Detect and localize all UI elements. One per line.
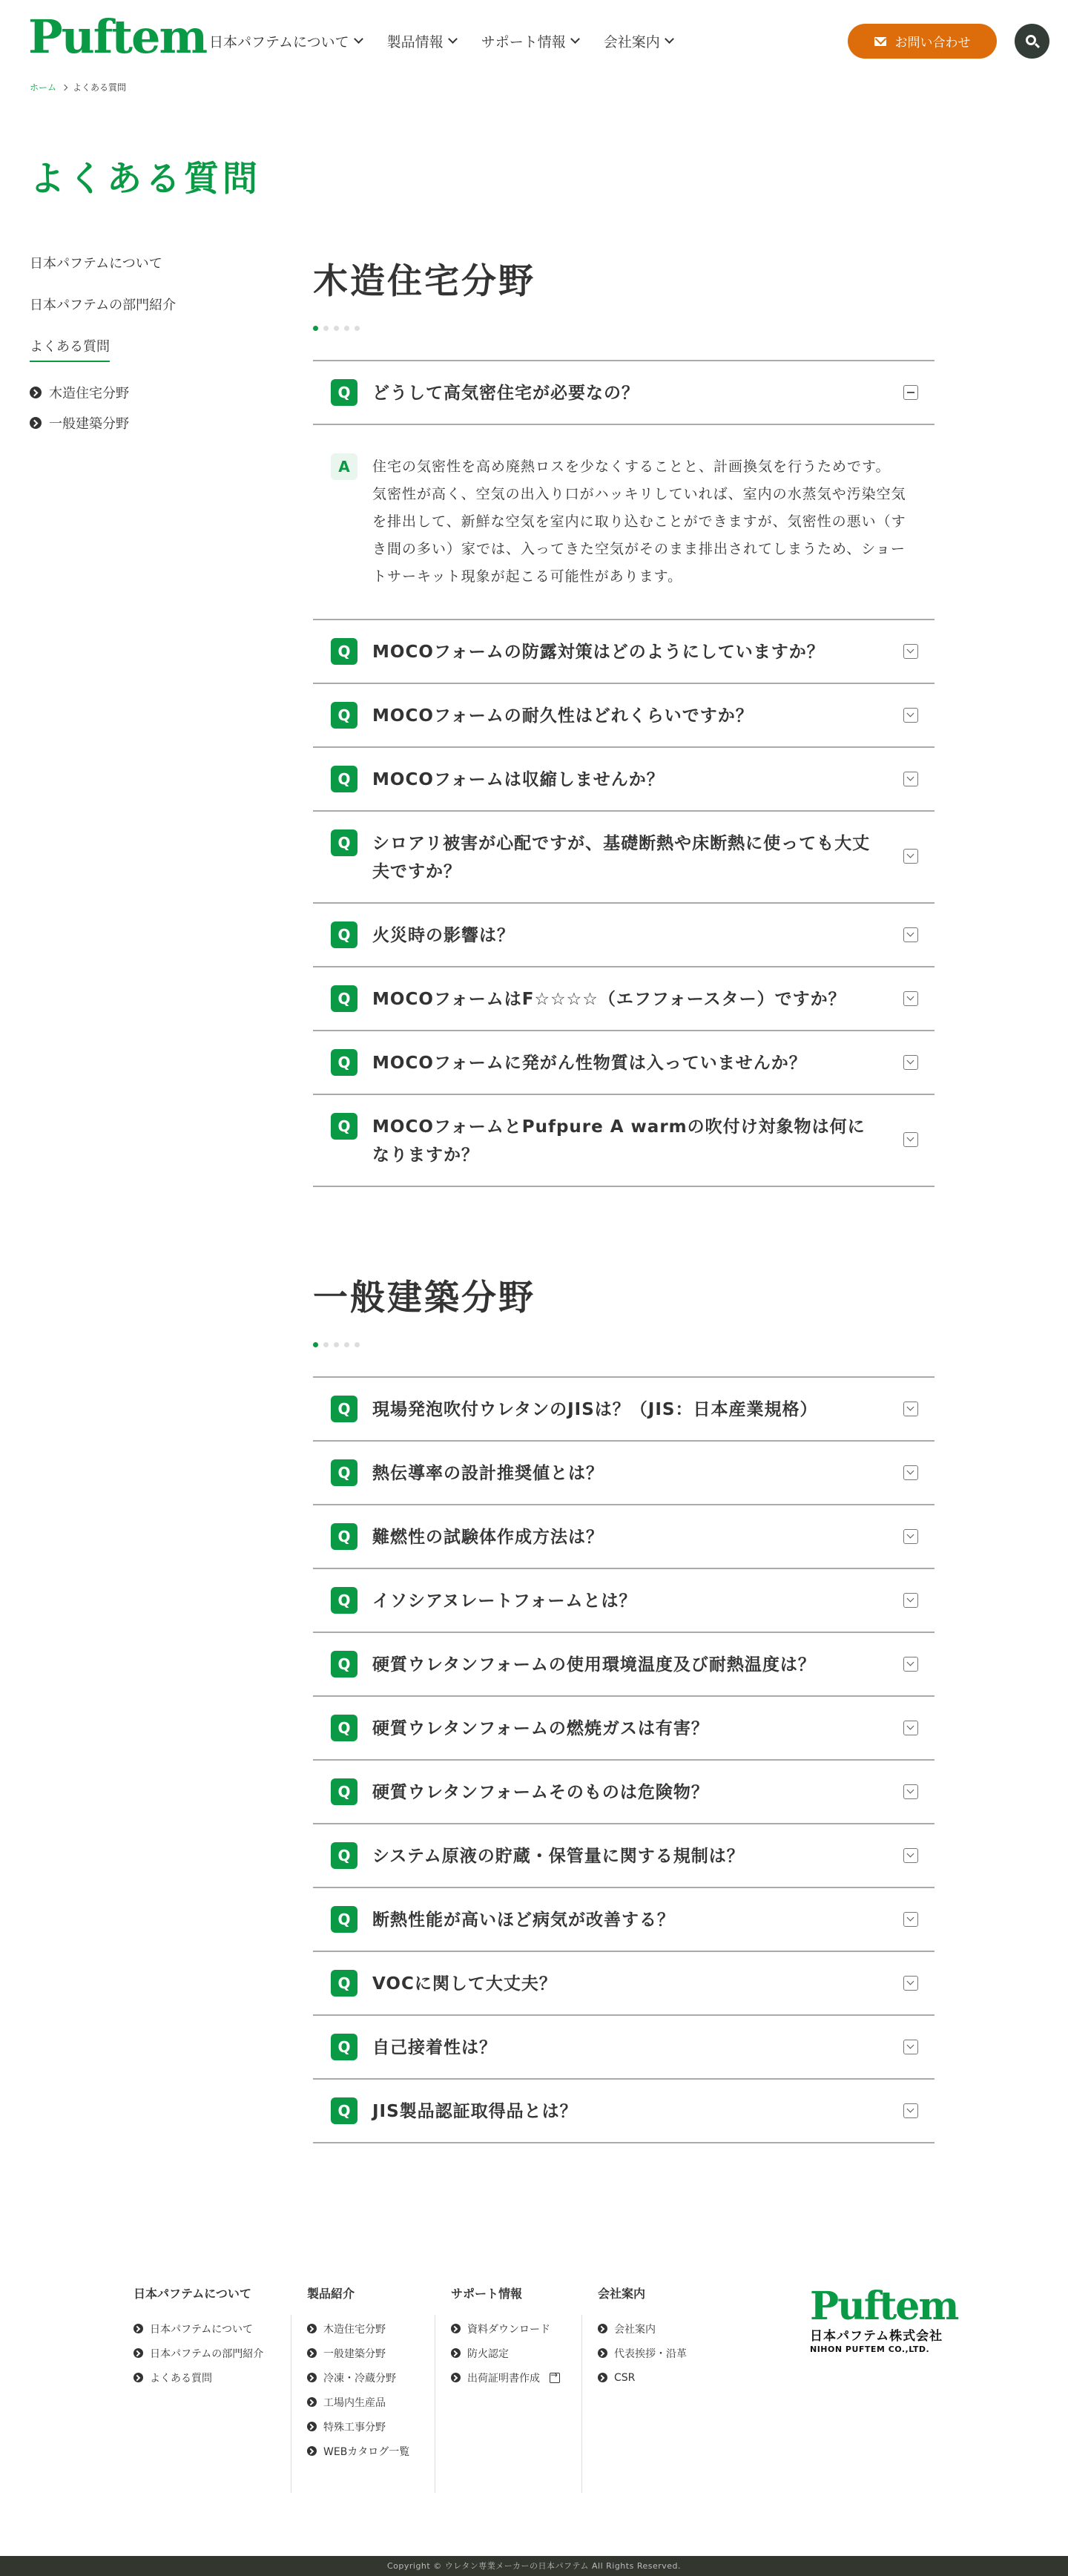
nav-label: サポート情報 <box>481 33 566 50</box>
footer-link[interactable] <box>451 2316 560 2341</box>
question-text: 断熱性能が高いほど病気が改善する？ <box>372 1910 675 1930</box>
faq-item[interactable] <box>313 1888 934 1952</box>
q-badge: Q <box>331 1906 357 1933</box>
faq-list-general-building <box>313 1376 934 2143</box>
q-badge: Q <box>331 1715 357 1741</box>
section-dots <box>313 326 360 331</box>
faq-item[interactable] <box>313 1633 934 1697</box>
footer-link-label: 日本パフテムの部門紹介 <box>150 2347 264 2360</box>
question-text: MOCOフォームの防露対策はどのようにしていますか？ <box>372 643 825 662</box>
footer-link-label: 会社案内 <box>614 2323 656 2336</box>
arrow-circle-icon <box>307 2422 317 2431</box>
q-badge: Q <box>331 379 357 406</box>
dot <box>344 1342 349 1347</box>
question-text: MOCOフォームの耐久性はどれくらいですか？ <box>372 706 754 726</box>
faq-item[interactable] <box>313 620 934 684</box>
footer-link-label: CSR <box>614 2371 636 2384</box>
q-badge: Q <box>331 2097 357 2124</box>
footer-link[interactable] <box>307 2414 409 2439</box>
arrow-circle-icon <box>30 387 42 398</box>
footer-logo-jp: 日本パフテム株式会社 <box>810 2329 943 2344</box>
section-dots <box>313 1342 360 1347</box>
chevron-down-icon[interactable] <box>903 1529 918 1544</box>
faq-question[interactable] <box>313 967 934 1030</box>
chevron-down-icon[interactable] <box>903 1593 918 1608</box>
question-text: 現場発泡吹付ウレタンのJISは？（JIS：日本産業規格） <box>372 1400 818 1419</box>
arrow-circle-icon <box>307 2446 317 2456</box>
faq-item[interactable] <box>313 812 934 904</box>
faq-item[interactable] <box>313 1569 934 1633</box>
nav-label: 会社案内 <box>603 33 660 50</box>
footer-link-label: 工場内生産品 <box>323 2396 386 2409</box>
arrow-circle-icon <box>598 2348 607 2358</box>
nav-label: 日本パフテムについて <box>209 33 349 50</box>
faq-item[interactable] <box>313 1095 934 1187</box>
q-badge: Q <box>331 2034 357 2060</box>
footer-link[interactable] <box>134 2365 263 2390</box>
q-badge: Q <box>331 829 357 856</box>
dot <box>334 1342 339 1347</box>
question-text: MOCOフォームはF☆☆☆☆（エフフォースター）ですか？ <box>372 990 846 1009</box>
arrow-circle-icon <box>307 2397 317 2407</box>
dot <box>355 1342 360 1347</box>
question-text: どうして高気密住宅が必要なの？ <box>372 384 639 403</box>
faq-item[interactable] <box>313 1952 934 2016</box>
sidebar-item-about[interactable] <box>30 252 252 294</box>
faq-question[interactable] <box>313 1095 934 1186</box>
nav-products[interactable] <box>387 30 456 52</box>
q-badge: Q <box>331 1778 357 1805</box>
breadcrumb <box>30 81 126 93</box>
chevron-down-icon <box>448 34 458 44</box>
footer-link-label: 代表挨拶・沿革 <box>614 2347 687 2360</box>
q-badge: Q <box>331 985 357 1012</box>
q-badge: Q <box>331 1396 357 1422</box>
sidebar-sub-wooden-housing[interactable] <box>30 377 252 407</box>
faq-question[interactable] <box>313 361 934 424</box>
q-badge: Q <box>331 1113 357 1140</box>
answer-text <box>372 453 914 591</box>
chevron-down-icon[interactable] <box>903 1132 918 1147</box>
footer-link[interactable] <box>134 2316 263 2341</box>
footer-col-title: 日本パフテムについて <box>134 2287 251 2301</box>
chevron-down-icon[interactable] <box>903 849 918 864</box>
breadcrumb-current: よくある質問 <box>73 82 127 93</box>
arrow-circle-icon <box>307 2324 317 2333</box>
faq-question[interactable] <box>313 2016 934 2078</box>
footer-col-products <box>307 2285 409 2463</box>
site-footer <box>0 2285 1068 2552</box>
chevron-down-icon[interactable] <box>903 1402 918 1416</box>
arrow-circle-icon <box>134 2324 143 2333</box>
sidebar-sub-general-building[interactable] <box>30 407 252 438</box>
footer-link[interactable] <box>598 2341 687 2365</box>
faq-question[interactable] <box>313 2080 934 2142</box>
footer-link-label: 防火認定 <box>467 2347 509 2360</box>
nav-company[interactable] <box>604 30 673 52</box>
faq-question[interactable] <box>313 684 934 746</box>
faq-item[interactable] <box>313 904 934 967</box>
sidebar-sub-label: 一般建築分野 <box>49 415 129 432</box>
q-badge: Q <box>331 1523 357 1550</box>
faq-item[interactable] <box>313 1505 934 1569</box>
chevron-down-icon[interactable] <box>903 2040 918 2054</box>
question-text: イソシアヌレートフォームとは？ <box>372 1591 637 1611</box>
arrow-circle-icon <box>598 2324 607 2333</box>
sidebar-item-label: よくある質問 <box>30 339 110 362</box>
mail-icon <box>874 37 886 46</box>
nav-about[interactable] <box>209 30 362 52</box>
dot <box>334 326 339 331</box>
chevron-down-icon[interactable] <box>903 1465 918 1480</box>
chevron-down-icon[interactable] <box>903 708 918 723</box>
page-title: よくある質問 <box>30 159 261 200</box>
search-button[interactable] <box>1015 24 1049 59</box>
chevron-down-icon[interactable] <box>903 1848 918 1863</box>
footer-link[interactable] <box>451 2365 560 2390</box>
question-text: 熱伝導率の設計推奨値とは？ <box>372 1464 604 1483</box>
dot <box>344 326 349 331</box>
sidebar-item-label: 日本パフテムの部門紹介 <box>30 298 177 313</box>
faq-item[interactable] <box>313 1378 934 1442</box>
faq-answer <box>313 424 934 619</box>
footer-logo-mark: Puftem <box>810 2284 958 2329</box>
dot <box>323 326 329 331</box>
chevron-down-icon[interactable] <box>903 2103 918 2118</box>
faq-item[interactable] <box>313 1761 934 1824</box>
arrow-circle-icon <box>451 2324 461 2333</box>
sidebar-item-label: 日本パフテムについて <box>30 256 162 272</box>
faq-question[interactable] <box>313 812 934 902</box>
faq-question[interactable] <box>313 1031 934 1094</box>
footer-col-title: 会社案内 <box>598 2287 646 2301</box>
question-text: 硬質ウレタンフォームの燃焼ガスは有害？ <box>372 1719 709 1738</box>
faq-list-wooden-housing <box>313 360 934 1187</box>
faq-question[interactable] <box>313 1569 934 1632</box>
collapse-icon[interactable] <box>903 385 918 400</box>
faq-question[interactable] <box>313 1888 934 1951</box>
footer-logo[interactable] <box>810 2285 957 2355</box>
q-badge: Q <box>331 638 357 665</box>
question-text: MOCOフォームは収縮しませんか？ <box>372 770 665 789</box>
chevron-down-icon[interactable] <box>903 927 918 942</box>
chevron-down-icon[interactable] <box>903 1721 918 1735</box>
external-link-icon <box>550 2373 560 2383</box>
arrow-circle-icon <box>30 417 42 429</box>
faq-item[interactable] <box>313 748 934 812</box>
faq-question[interactable] <box>313 1505 934 1568</box>
footer-col-about <box>134 2285 263 2390</box>
footer-link-label: 日本パフテムについて <box>150 2323 254 2336</box>
footer-col-title: 製品紹介 <box>307 2287 355 2301</box>
faq-item[interactable] <box>313 1031 934 1095</box>
faq-question[interactable] <box>313 1442 934 1504</box>
q-badge: Q <box>331 1970 357 1997</box>
dot <box>313 1342 318 1347</box>
footer-link-label: 特殊工事分野 <box>323 2421 386 2434</box>
arrow-circle-icon <box>598 2373 607 2382</box>
q-badge: Q <box>331 766 357 792</box>
sidebar-item-faq[interactable] <box>30 335 252 377</box>
question-text: 難燃性の試験体作成方法は？ <box>372 1528 604 1547</box>
site-header <box>0 0 1068 82</box>
sidebar-item-departments[interactable] <box>30 294 252 335</box>
faq-question[interactable] <box>313 620 934 683</box>
copyright: Copyright © ウレタン専業メーカーの日本パフテム All Rights Reserved. <box>0 2556 1068 2576</box>
question-text: シロアリ被害が心配ですが、基礎断熱や床断熱に使っても大丈夫ですか？ <box>372 834 871 881</box>
chevron-down-icon <box>665 34 674 44</box>
arrow-circle-icon <box>307 2373 317 2382</box>
chevron-down-icon <box>354 34 363 44</box>
faq-item[interactable] <box>313 1697 934 1761</box>
footer-divider <box>581 2315 582 2493</box>
dot <box>355 326 360 331</box>
faq-item[interactable] <box>313 2016 934 2080</box>
question-text: システム原液の貯蔵・保管量に関する規制は？ <box>372 1847 745 1866</box>
faq-question[interactable] <box>313 1633 934 1695</box>
breadcrumb-home[interactable]: ホーム <box>30 82 57 93</box>
chevron-down-icon[interactable] <box>903 1912 918 1927</box>
search-icon <box>1026 35 1036 45</box>
arrow-circle-icon <box>451 2348 461 2358</box>
faq-question[interactable] <box>313 1378 934 1440</box>
faq-item[interactable] <box>313 967 934 1031</box>
q-badge: Q <box>331 921 357 948</box>
dot <box>323 1342 329 1347</box>
chevron-down-icon[interactable] <box>903 1055 918 1070</box>
faq-item-open <box>313 361 934 620</box>
contact-button[interactable] <box>848 24 997 59</box>
footer-col-support <box>451 2285 560 2390</box>
chevron-down-icon[interactable] <box>903 1784 918 1799</box>
nav-support[interactable] <box>481 30 578 52</box>
footer-link[interactable] <box>134 2341 263 2365</box>
faq-item[interactable] <box>313 684 934 748</box>
question-text: 自己接着性は？ <box>372 2038 497 2057</box>
question-text: VOCに関して大丈夫？ <box>372 1974 557 1994</box>
answer-line: 気密性が高く、空気の出入り口がハッキリしていれば、室内の水蒸気や汚染空気を排出して、新鮮な空気を室内に取り込むことができますが、気密性の悪い（すき間の多い）家では、入ってきた空気がそのまま排出されてしまうため、ショートサーキット現象が起こる可能性があります。 <box>372 486 906 585</box>
q-badge: Q <box>331 1587 357 1614</box>
chevron-down-icon[interactable] <box>903 1657 918 1672</box>
contact-label: お問い合わせ <box>894 36 971 50</box>
footer-link[interactable] <box>307 2390 409 2414</box>
dot <box>313 326 318 331</box>
question-text: 硬質ウレタンフォームの使用環境温度及び耐熱温度は？ <box>372 1655 816 1675</box>
chevron-down-icon <box>570 34 580 44</box>
faq-item[interactable] <box>313 1442 934 1505</box>
footer-link-label: よくある質問 <box>150 2372 212 2385</box>
footer-link[interactable] <box>451 2341 560 2365</box>
arrow-circle-icon <box>451 2373 461 2382</box>
chevron-down-icon[interactable] <box>903 1976 918 1991</box>
footer-logo-en: NIHON PUFTEM CO.,LTD. <box>810 2345 930 2354</box>
faq-question[interactable] <box>313 1824 934 1887</box>
footer-col-title: サポート情報 <box>451 2287 523 2301</box>
arrow-circle-icon <box>134 2373 143 2382</box>
footer-link[interactable] <box>307 2316 409 2341</box>
faq-question[interactable] <box>313 1952 934 2014</box>
section-title: 木造住宅分野 <box>313 261 535 302</box>
footer-link[interactable] <box>307 2365 409 2390</box>
a-badge: A <box>331 453 357 480</box>
question-text: JIS製品認証取得品とは？ <box>372 2102 578 2121</box>
footer-link-label: 出荷証明書作成 <box>467 2372 540 2385</box>
question-text: 火災時の影響は？ <box>372 926 515 945</box>
faq-item[interactable] <box>313 1824 934 1888</box>
faq-question[interactable] <box>313 748 934 810</box>
arrow-circle-icon <box>307 2348 317 2358</box>
faq-question[interactable] <box>313 904 934 966</box>
footer-link-label: WEBカタログ一覧 <box>323 2445 410 2458</box>
faq-item[interactable] <box>313 2080 934 2143</box>
q-badge: Q <box>331 1049 357 1076</box>
chevron-down-icon[interactable] <box>903 772 918 786</box>
faq-question[interactable] <box>313 1697 934 1759</box>
puftem-logo[interactable]: Puftem <box>28 10 207 64</box>
question-text: 硬質ウレタンフォームそのものは危険物？ <box>372 1783 709 1802</box>
footer-link[interactable] <box>307 2439 409 2463</box>
sidebar-sub-label: 木造住宅分野 <box>49 385 129 401</box>
sidebar <box>30 252 252 438</box>
answer-line: 住宅の気密性を高め廃熱ロスを少なくすることと、計画換気を行うためです。 <box>372 459 891 475</box>
footer-link[interactable] <box>598 2365 687 2390</box>
footer-link-label: 一般建築分野 <box>323 2347 386 2360</box>
chevron-down-icon[interactable] <box>903 991 918 1006</box>
q-badge: Q <box>331 1651 357 1678</box>
nav-label: 製品情報 <box>386 33 444 50</box>
footer-link-label: 冷凍・冷蔵分野 <box>323 2372 396 2385</box>
main-nav <box>209 30 673 52</box>
q-badge: Q <box>331 1842 357 1869</box>
question-text: MOCOフォームとPufpure A warmの吹付け対象物は何になりますか？ <box>372 1117 866 1165</box>
section-title: 一般建築分野 <box>313 1278 535 1318</box>
footer-link[interactable] <box>598 2316 687 2341</box>
chevron-down-icon[interactable] <box>903 644 918 659</box>
q-badge: Q <box>331 702 357 729</box>
arrow-circle-icon <box>134 2348 143 2358</box>
footer-link[interactable] <box>307 2341 409 2365</box>
q-badge: Q <box>331 1459 357 1486</box>
faq-question[interactable] <box>313 1761 934 1823</box>
footer-col-company <box>598 2285 687 2390</box>
footer-link-label: 木造住宅分野 <box>323 2323 386 2336</box>
chevron-right-icon <box>62 84 67 90</box>
question-text: MOCOフォームに発がん性物質は入っていませんか？ <box>372 1054 807 1073</box>
footer-link-label: 資料ダウンロード <box>467 2323 550 2336</box>
